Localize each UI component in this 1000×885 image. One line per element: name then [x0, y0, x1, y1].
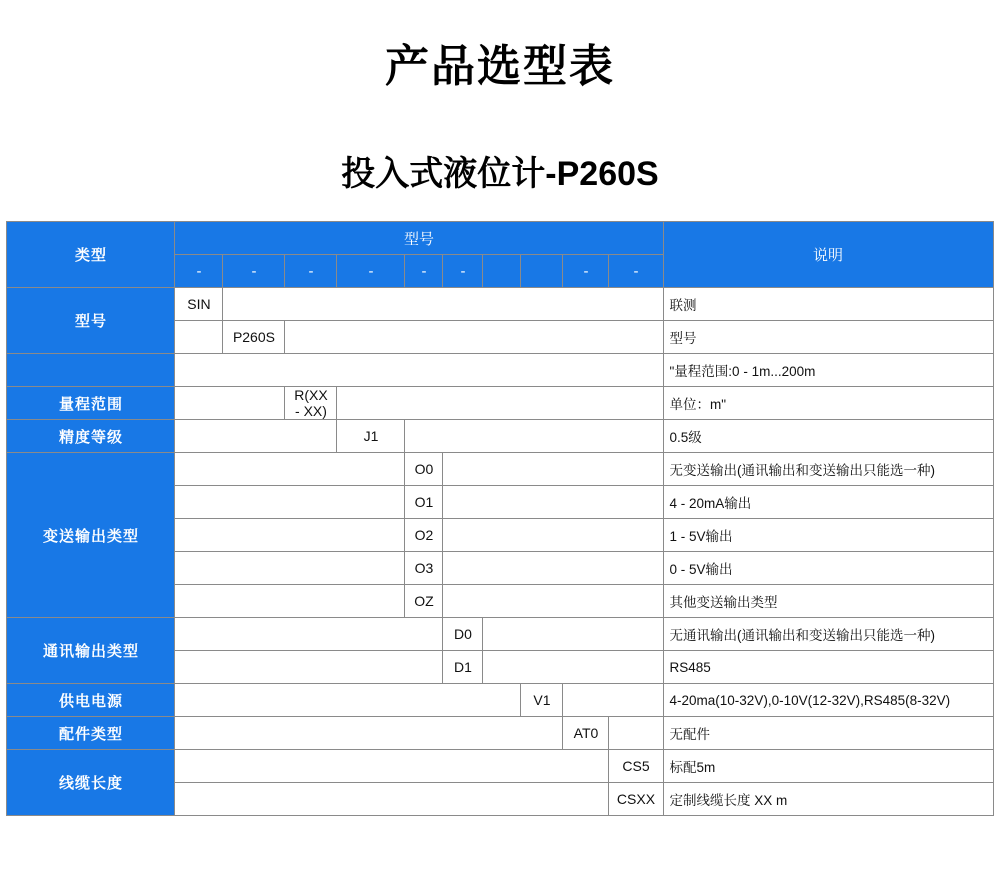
- spacer-cell: [175, 552, 405, 585]
- dash-cell-6: -: [443, 255, 483, 288]
- selection-table: [6, 221, 993, 816]
- spacer-cell: [223, 288, 663, 321]
- spacer-cell: [337, 387, 663, 420]
- product-selection-page: [0, 30, 1000, 885]
- code-o1: O1: [405, 486, 443, 519]
- header-description: 说明: [663, 222, 993, 288]
- spacer-cell: [609, 717, 663, 750]
- desc-o3: 0 - 5V输出: [663, 552, 993, 585]
- spacer-cell: [175, 519, 405, 552]
- spacer-cell: [443, 552, 663, 585]
- code-p260s: P260S: [223, 321, 285, 354]
- spacer-cell: [175, 486, 405, 519]
- spacer-cell: [405, 420, 663, 453]
- desc-csxx: 定制线缆长度 XX m: [663, 783, 993, 816]
- dash-cell-9: -: [563, 255, 609, 288]
- desc-o2: 1 - 5V输出: [663, 519, 993, 552]
- desc-o1: 4 - 20mA输出: [663, 486, 993, 519]
- dash-cell-7: [483, 255, 521, 288]
- code-at0: AT0: [563, 717, 609, 750]
- table-row: [7, 618, 993, 651]
- desc-oz: 其他变送输出类型: [663, 585, 993, 618]
- table-row: [7, 420, 993, 453]
- table-header-row: [7, 222, 993, 255]
- page-subtitle: 投入式液位计-P260S: [341, 155, 659, 193]
- spacer-cell: [175, 354, 663, 387]
- spacer-cell: [175, 651, 443, 684]
- spacer-cell: [443, 519, 663, 552]
- spacer-cell: [175, 387, 285, 420]
- spacer-cell: [175, 750, 609, 783]
- spacer-cell: [285, 321, 663, 354]
- code-oz: OZ: [405, 585, 443, 618]
- spacer-cell: [175, 585, 405, 618]
- category-power: 供电电源: [7, 684, 175, 717]
- table-row: [7, 387, 993, 420]
- category-comm: 通讯输出类型: [7, 618, 175, 684]
- spacer-cell: [175, 453, 405, 486]
- code-range: R(XX - XX): [285, 387, 337, 420]
- code-cs5: CS5: [609, 750, 663, 783]
- table-row: [7, 453, 993, 486]
- spacer-cell: [563, 684, 663, 717]
- header-model: 型号: [175, 222, 663, 255]
- category-accessory: 配件类型: [7, 717, 175, 750]
- desc-v1: 4-20ma(10-32V),0-10V(12-32V),RS485(8-32V): [663, 684, 993, 717]
- dash-cell-4: -: [337, 255, 405, 288]
- dash-cell-10: -: [609, 255, 663, 288]
- category-range: 量程范围: [7, 387, 175, 420]
- category-output: 变送输出类型: [7, 453, 175, 618]
- spacer-cell: [483, 618, 663, 651]
- table-row: [7, 750, 993, 783]
- spacer-cell: [175, 618, 443, 651]
- category-accuracy: 精度等级: [7, 420, 175, 453]
- desc-cs5: 标配5m: [663, 750, 993, 783]
- spacer-cell: [175, 684, 521, 717]
- table-row: [7, 354, 993, 387]
- spacer-cell: [443, 585, 663, 618]
- table-row: [7, 684, 993, 717]
- category-model: 型号: [7, 288, 175, 354]
- code-csxx: CSXX: [609, 783, 663, 816]
- code-j1: J1: [337, 420, 405, 453]
- desc-sin: 联测: [663, 288, 993, 321]
- code-o2: O2: [405, 519, 443, 552]
- desc-at0: 无配件: [663, 717, 993, 750]
- desc-o0: 无变送输出(通讯输出和变送输出只能选一种): [663, 453, 993, 486]
- dash-cell-3: -: [285, 255, 337, 288]
- spacer-cell: [483, 651, 663, 684]
- dash-cell-5: -: [405, 255, 443, 288]
- category-cable: 线缆长度: [7, 750, 175, 816]
- code-d1: D1: [443, 651, 483, 684]
- code-o0: O0: [405, 453, 443, 486]
- code-v1: V1: [521, 684, 563, 717]
- table-row: [7, 717, 993, 750]
- desc-d0: 无通讯输出(通讯输出和变送输出只能选一种): [663, 618, 993, 651]
- category-range-blank: [7, 354, 175, 387]
- dash-cell-1: -: [175, 255, 223, 288]
- code-o3: O3: [405, 552, 443, 585]
- spacer-cell: [443, 486, 663, 519]
- spacer-cell: [443, 453, 663, 486]
- spacer-cell: [175, 717, 563, 750]
- desc-range-top: "量程范围:0 - 1m...200m: [663, 354, 993, 387]
- desc-d1: RS485: [663, 651, 993, 684]
- table-row: [7, 288, 993, 321]
- spacer-cell: [175, 783, 609, 816]
- desc-p260s: 型号: [663, 321, 993, 354]
- dash-cell-8: [521, 255, 563, 288]
- desc-j1: 0.5级: [663, 420, 993, 453]
- dash-cell-2: -: [223, 255, 285, 288]
- spacer-cell: [175, 420, 337, 453]
- header-category: 类型: [7, 222, 175, 288]
- code-sin: SIN: [175, 288, 223, 321]
- desc-range-unit: 单位：m": [663, 387, 993, 420]
- page-title: 产品选型表: [385, 42, 615, 91]
- code-d0: D0: [443, 618, 483, 651]
- spacer-cell: [175, 321, 223, 354]
